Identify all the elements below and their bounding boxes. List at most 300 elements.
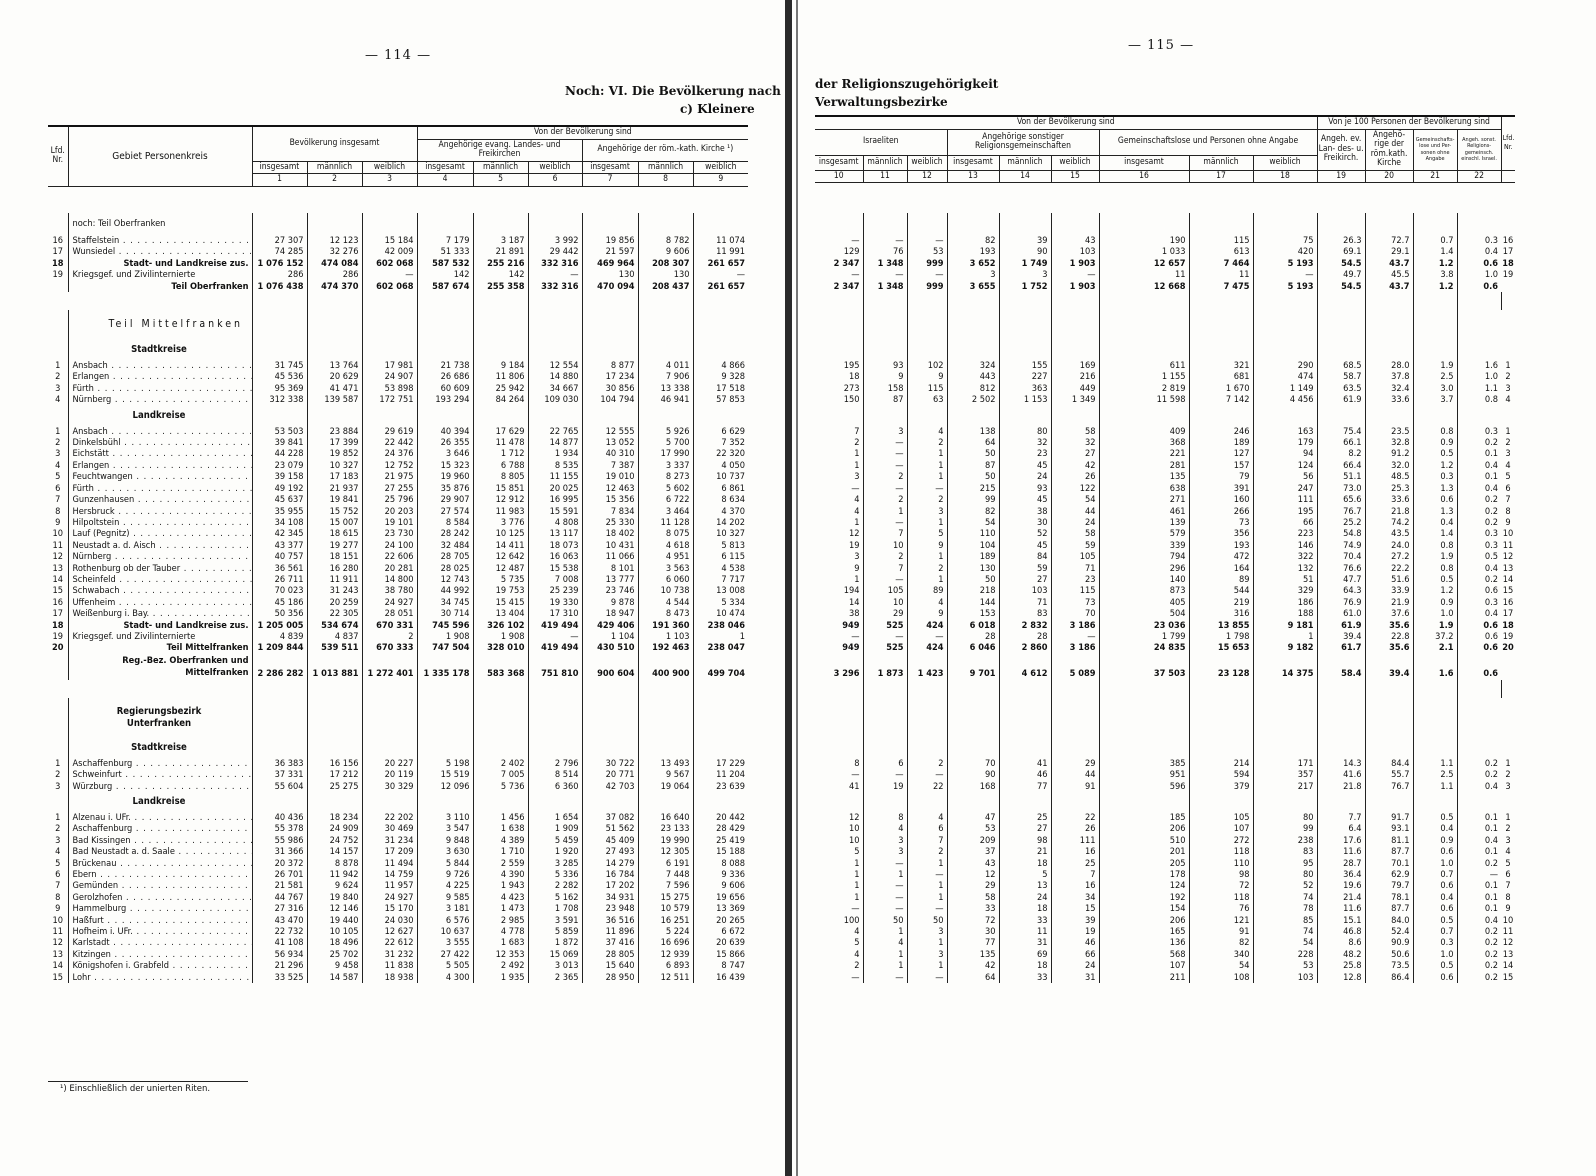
value-cell: 79.7: [1365, 880, 1413, 891]
empty-cell: [1413, 213, 1457, 235]
value-cell: 23: [999, 448, 1051, 459]
header-von: Von der Bevölkerung sind: [417, 126, 748, 139]
value-cell: 30 856: [582, 383, 638, 394]
area-name: Teil Oberfranken: [68, 281, 252, 292]
value-cell: 87.7: [1365, 846, 1413, 857]
value-cell: 194: [843, 585, 860, 597]
spacer-cell: [68, 292, 252, 310]
value-cell: 20 442: [693, 812, 748, 823]
lfd: 16: [52, 596, 63, 608]
value-cell: 165: [1099, 926, 1189, 937]
value-cell: 602 068: [362, 258, 417, 269]
table-row: [48, 972, 748, 983]
value-cell: 7 179: [417, 235, 473, 246]
table-row: [48, 892, 748, 903]
value-cell: 76.7: [1365, 781, 1413, 792]
value-cell: 2 286 282: [252, 654, 307, 680]
empty-cell: [1365, 738, 1413, 758]
value-cell: 20 629: [307, 371, 362, 382]
empty-cell: [528, 792, 582, 812]
value-cell: 25 330: [582, 517, 638, 528]
value-cell: 670 333: [362, 642, 417, 653]
value-cell: 1: [863, 949, 907, 960]
empty-cell: [362, 792, 417, 812]
value-cell: 3 187: [473, 235, 528, 246]
value-cell: 23: [1051, 574, 1099, 585]
value-cell: 3 285: [528, 858, 582, 869]
empty-cell: [863, 698, 907, 738]
value-cell: 0.4: [1457, 460, 1501, 471]
value-cell: 57 853: [693, 394, 748, 405]
value-cell: 18 402: [582, 528, 638, 539]
area-name: Gunzenhausen . . .: [68, 494, 252, 505]
area-name: Weißenburg i. Bay. . . .: [68, 608, 252, 619]
value-cell: 227: [999, 371, 1051, 382]
value-cell: 32 484: [417, 540, 473, 551]
section-heading-line: Regierungsbezirk: [116, 705, 202, 717]
value-cell: 20 281: [362, 563, 417, 574]
value-cell: 6 576: [417, 915, 473, 926]
value-cell: 18 496: [307, 937, 362, 948]
value-cell: 15 188: [693, 846, 748, 857]
value-cell: 76.7: [1317, 506, 1365, 517]
value-cell: 9 182: [1253, 642, 1317, 653]
value-cell: 31 234: [362, 835, 417, 846]
value-cell: 11 942: [307, 869, 362, 880]
table-row: [48, 540, 748, 551]
value-cell: 1 104: [582, 631, 638, 642]
value-cell: 111: [1253, 494, 1317, 505]
value-cell: 75.4: [1317, 426, 1365, 437]
table-row: [48, 448, 748, 459]
value-cell: 155: [999, 360, 1051, 371]
table-row: [815, 631, 1515, 642]
col-num: 2: [307, 174, 362, 187]
empty-cell: [1189, 213, 1253, 235]
value-cell: 16 696: [638, 937, 693, 948]
value-cell: 30: [999, 517, 1051, 528]
value-cell: 19 960: [417, 471, 473, 482]
lfd: 10: [52, 528, 63, 540]
value-cell: 22 305: [307, 608, 362, 619]
value-cell: —: [1253, 269, 1317, 280]
value-cell: 22: [907, 781, 947, 792]
value-cell: 4: [907, 426, 947, 437]
value-cell: 11 074: [693, 235, 748, 246]
lfd: 18: [1502, 619, 1514, 631]
value-cell: 0.6: [1457, 642, 1501, 653]
empty-cell: [693, 792, 748, 812]
value-cell: 10 738: [638, 585, 693, 596]
spacer-cell: [252, 680, 307, 698]
value-cell: 38: [848, 608, 860, 620]
value-cell: 20 259: [307, 597, 362, 608]
value-cell: 58.4: [1317, 654, 1365, 680]
value-cell: 72.7: [1365, 235, 1413, 246]
value-cell: 16 640: [638, 812, 693, 823]
empty-cell: [1457, 213, 1501, 235]
value-cell: 1 872: [528, 937, 582, 948]
table-row: [48, 563, 748, 574]
value-cell: 525: [863, 642, 907, 653]
value-cell: —: [1051, 631, 1099, 642]
header-gebiet: Gebiet Personenkreis: [68, 126, 252, 186]
empty-cell: [863, 406, 907, 426]
value-cell: 32: [1051, 437, 1099, 448]
value-cell: 1 076 438: [252, 281, 307, 292]
value-cell: 9 726: [417, 869, 473, 880]
spacer-cell: [362, 292, 417, 310]
value-cell: 1.4: [1413, 528, 1457, 539]
empty-cell: [1413, 406, 1457, 426]
value-cell: 29 619: [362, 426, 417, 437]
value-cell: 0.3: [1457, 540, 1501, 551]
value-cell: 61.7: [1317, 642, 1365, 653]
value-cell: 58: [1051, 528, 1099, 539]
lfd: 19: [1502, 630, 1514, 642]
value-cell: 11 991: [693, 246, 748, 257]
rcol-num: 11: [863, 170, 907, 183]
value-cell: 124: [1253, 460, 1317, 471]
title-right-line1: der Religionszugehörigkeit: [815, 77, 999, 91]
table-row: [48, 406, 748, 426]
value-cell: 13 052: [582, 437, 638, 448]
table-row: [48, 738, 748, 758]
spacer-cell: [252, 292, 307, 310]
value-cell: 26 701: [252, 869, 307, 880]
spacer-cell: [1099, 292, 1189, 310]
value-cell: 419 494: [528, 620, 582, 631]
value-cell: 20 203: [362, 506, 417, 517]
header-w: weiblich: [362, 161, 417, 174]
value-cell: 873: [1099, 585, 1189, 596]
empty-cell: [638, 213, 693, 235]
value-cell: 1.2: [1413, 281, 1457, 292]
value-cell: 6 060: [638, 574, 693, 585]
value-cell: 98: [1189, 869, 1253, 880]
value-cell: 15 640: [582, 960, 638, 971]
value-cell: 208 437: [638, 281, 693, 292]
empty-cell: [999, 406, 1051, 426]
table-row: [815, 892, 1515, 903]
value-cell: 5 089: [1051, 654, 1099, 680]
value-cell: 11 128: [638, 517, 693, 528]
empty-cell: [638, 310, 693, 340]
value-cell: 2 832: [999, 620, 1051, 631]
value-cell: 602 068: [362, 281, 417, 292]
value-cell: 24 909: [307, 823, 362, 834]
value-cell: 2 860: [999, 642, 1051, 653]
value-cell: 568: [1099, 949, 1189, 960]
value-cell: 0.1: [1457, 846, 1501, 857]
rheader-isr: Israeliten: [815, 129, 947, 155]
value-cell: —: [907, 972, 947, 983]
value-cell: 23 079: [252, 460, 307, 471]
value-cell: 23 884: [307, 426, 362, 437]
value-cell: 400 900: [638, 654, 693, 680]
empty-cell: [907, 213, 947, 235]
value-cell: 76.9: [1317, 597, 1365, 608]
value-cell: 7 464: [1189, 258, 1253, 269]
empty-cell: [417, 792, 473, 812]
value-cell: 7 717: [693, 574, 748, 585]
value-cell: 4: [854, 494, 860, 506]
empty-cell: [1413, 738, 1457, 758]
value-cell: 13 008: [693, 585, 748, 596]
value-cell: 135: [947, 949, 999, 960]
value-cell: 171: [1253, 758, 1317, 769]
value-cell: 47: [947, 812, 999, 823]
value-cell: 22 202: [362, 812, 417, 823]
value-cell: 158: [863, 383, 907, 394]
value-cell: 42: [947, 960, 999, 971]
value-cell: 27.2: [1365, 551, 1413, 562]
value-cell: 18: [999, 903, 1051, 914]
value-cell: 8 747: [693, 960, 748, 971]
value-cell: 19 064: [638, 781, 693, 792]
value-cell: 90.9: [1365, 937, 1413, 948]
value-cell: 21.4: [1317, 892, 1365, 903]
value-cell: 34 108: [252, 517, 307, 528]
value-cell: 0.5: [1413, 812, 1457, 823]
value-cell: 443: [947, 371, 999, 382]
value-cell: 216: [1051, 371, 1099, 382]
value-cell: 1.0: [1457, 269, 1501, 280]
spacer-cell: [1317, 292, 1365, 310]
value-cell: 157: [1189, 460, 1253, 471]
value-cell: 1: [693, 631, 748, 642]
value-cell: 357: [1253, 769, 1317, 780]
value-cell: 228: [1253, 949, 1317, 960]
lfd-empty: [48, 406, 68, 426]
value-cell: 28 429: [693, 823, 748, 834]
table-row: [815, 360, 1515, 371]
value-cell: 379: [1189, 781, 1253, 792]
value-cell: 192 463: [638, 642, 693, 653]
value-cell: 255 216: [473, 258, 528, 269]
value-cell: 23.5: [1365, 426, 1413, 437]
value-cell: 312 338: [252, 394, 307, 405]
value-cell: 43: [1051, 235, 1099, 246]
col-num: 9: [693, 174, 748, 187]
value-cell: 1 473: [473, 903, 528, 914]
value-cell: 19 440: [307, 915, 362, 926]
value-cell: 130: [582, 269, 638, 280]
header-kath: Angehörige der röm.-kath. Kirche ¹): [582, 139, 748, 161]
table-row: [815, 835, 1515, 846]
lfd: 15: [1502, 971, 1514, 983]
value-cell: 12 939: [638, 949, 693, 960]
value-cell: 37.8: [1365, 371, 1413, 382]
spacer-cell: [947, 680, 999, 698]
value-cell: 1 654: [528, 812, 582, 823]
value-cell: 50: [947, 574, 999, 585]
spacer-cell: [473, 292, 528, 310]
value-cell: 321: [1189, 360, 1253, 371]
value-cell: 35 876: [417, 483, 473, 494]
value-cell: 32: [999, 437, 1051, 448]
value-cell: 19 990: [638, 835, 693, 846]
lfd: 17: [52, 246, 63, 258]
lfd-empty: [48, 340, 68, 360]
empty-cell: [473, 792, 528, 812]
value-cell: 13 117: [528, 528, 582, 539]
value-cell: —: [863, 769, 907, 780]
lfd: 3: [55, 448, 61, 460]
value-cell: 50 356: [252, 608, 307, 619]
value-cell: —: [851, 769, 860, 781]
value-cell: 22.8: [1365, 631, 1413, 642]
empty-cell: [1253, 738, 1317, 758]
value-cell: 42: [1051, 460, 1099, 471]
table-row: [815, 949, 1515, 960]
value-cell: 22 612: [362, 937, 417, 948]
value-cell: 2 819: [1099, 383, 1189, 394]
empty-cell: [693, 698, 748, 738]
value-cell: 5 193: [1253, 258, 1317, 269]
header-lfd: Lfd. Nr.: [48, 126, 68, 186]
value-cell: 1: [907, 960, 947, 971]
rheader-ins: insgesamt: [815, 155, 863, 170]
value-cell: 84: [999, 551, 1051, 562]
lfd: 3: [1505, 780, 1511, 792]
value-cell: 7: [863, 528, 907, 539]
value-cell: 31: [1051, 972, 1099, 983]
value-cell: 13: [999, 880, 1051, 891]
lfd-empty: [1501, 310, 1515, 340]
table-row: [48, 937, 748, 948]
value-cell: 3: [854, 551, 860, 563]
value-cell: 87.7: [1365, 903, 1413, 914]
value-cell: 0.5: [1413, 915, 1457, 926]
value-cell: 42 703: [582, 781, 638, 792]
area-name: Rothenburg ob der Tauber . . .: [68, 563, 252, 574]
value-cell: 290: [1253, 360, 1317, 371]
value-cell: 363: [999, 383, 1051, 394]
value-cell: 41 108: [252, 937, 307, 948]
value-cell: 5: [999, 869, 1051, 880]
lfd: 16: [52, 235, 63, 246]
value-cell: 1: [907, 858, 947, 869]
value-cell: 3 186: [1051, 642, 1099, 653]
value-cell: 534 674: [307, 620, 362, 631]
value-cell: 75: [1253, 235, 1317, 246]
value-cell: 49.7: [1317, 269, 1365, 280]
value-cell: 29.1: [1365, 246, 1413, 257]
area-name: Feuchtwangen . . .: [68, 471, 252, 482]
value-cell: 1.3: [1413, 506, 1457, 517]
value-cell: 999: [907, 258, 947, 269]
value-cell: 168: [947, 781, 999, 792]
value-cell: 190: [1099, 235, 1189, 246]
empty-cell: [815, 406, 863, 426]
value-cell: 45: [999, 460, 1051, 471]
value-cell: 469 964: [582, 258, 638, 269]
value-cell: 7 448: [638, 869, 693, 880]
value-cell: —: [851, 235, 860, 246]
value-cell: 3 555: [417, 937, 473, 948]
value-cell: 46: [1051, 937, 1099, 948]
lfd: 12: [1502, 551, 1514, 563]
value-cell: 4 300: [417, 972, 473, 983]
lfd: 16: [1502, 235, 1514, 246]
value-cell: 110: [947, 528, 999, 539]
value-cell: 0.4: [1457, 915, 1501, 926]
value-cell: 154: [1099, 903, 1189, 914]
value-cell: —: [528, 631, 582, 642]
value-cell: 539 511: [307, 642, 362, 653]
empty-cell: [1051, 738, 1099, 758]
value-cell: 751 810: [528, 654, 582, 680]
table-row: [815, 620, 1515, 631]
value-cell: 49 192: [252, 483, 307, 494]
value-cell: 5 224: [638, 926, 693, 937]
table-row: [815, 846, 1515, 857]
lfd: 3: [55, 780, 61, 792]
value-cell: 326 102: [473, 620, 528, 631]
lfd: 1: [1505, 812, 1511, 823]
value-cell: 0.7: [1413, 235, 1457, 246]
value-cell: 5 193: [1253, 281, 1317, 292]
table-row: [815, 213, 1515, 235]
value-cell: 7 596: [638, 880, 693, 891]
value-cell: 83: [1253, 846, 1317, 857]
value-cell: 238: [1253, 835, 1317, 846]
value-cell: 38 780: [362, 585, 417, 596]
value-cell: 4 866: [693, 360, 748, 371]
table-row: [815, 258, 1515, 269]
empty-cell: [815, 738, 863, 758]
value-cell: 949: [842, 642, 860, 654]
empty-cell: [1365, 213, 1413, 235]
spacer-cell: [1413, 680, 1457, 698]
value-cell: 0.2: [1457, 517, 1501, 528]
value-cell: 1 934: [528, 448, 582, 459]
value-cell: 31 366: [252, 846, 307, 857]
value-cell: 286: [252, 269, 307, 280]
value-cell: 27 307: [252, 235, 307, 246]
value-cell: 37: [947, 846, 999, 857]
value-cell: 192: [1099, 892, 1189, 903]
empty-cell: [1365, 340, 1413, 360]
value-cell: 30: [947, 926, 999, 937]
value-cell: 53: [1253, 960, 1317, 971]
value-cell: 9: [907, 371, 947, 382]
area-name: Hofheim i. UFr. . . .: [68, 926, 252, 937]
value-cell: 2: [854, 437, 860, 449]
area-name: Dinkelsbühl . . .: [68, 437, 252, 448]
table-row: [815, 823, 1515, 834]
empty-cell: [907, 792, 947, 812]
value-cell: 30 722: [582, 758, 638, 769]
value-cell: 33: [947, 903, 999, 914]
rcol-num: 16: [1099, 170, 1189, 183]
value-cell: 1 908: [473, 631, 528, 642]
table-row: [48, 213, 748, 235]
value-cell: 13 493: [638, 758, 693, 769]
value-cell: 0.2: [1457, 506, 1501, 517]
table-row: [815, 340, 1515, 360]
value-cell: 24 376: [362, 448, 417, 459]
value-cell: 474 084: [307, 258, 362, 269]
value-cell: 64: [947, 972, 999, 983]
table-row: [48, 258, 748, 269]
value-cell: 0.1: [1457, 823, 1501, 834]
empty-cell: [307, 738, 362, 758]
value-cell: 3: [863, 835, 907, 846]
value-cell: 14 202: [693, 517, 748, 528]
value-cell: 201: [1099, 846, 1189, 857]
